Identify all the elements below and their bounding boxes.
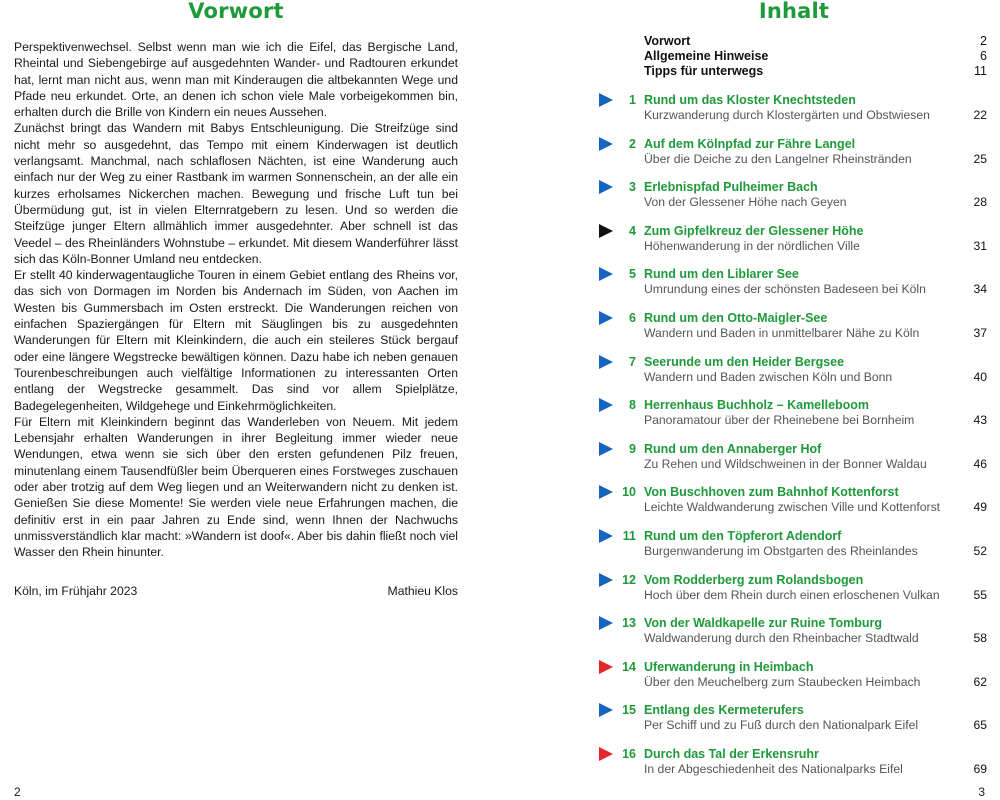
tour-title: Entlang des Kermeterufers (644, 703, 804, 718)
tour-page: 37 (973, 325, 987, 340)
triangle-marker-icon (599, 311, 613, 325)
tour-number: 15 (622, 703, 636, 718)
tour-number: 8 (629, 398, 636, 413)
tour-title: Erlebnispfad Pulheimer Bach (644, 180, 818, 195)
triangle-marker-icon (599, 398, 613, 412)
tour-title: Zum Gipfelkreuz der Glessener Höhe (644, 223, 864, 238)
triangle-marker-icon (599, 224, 613, 238)
triangle-marker-icon (599, 703, 613, 717)
tour-page: 28 (973, 195, 987, 210)
front-matter-item[interactable] (644, 64, 987, 79)
triangle-marker-icon (599, 267, 613, 281)
tour-page: 40 (973, 369, 987, 384)
tour-title: Von der Waldkapelle zur Ruine Tomburg (644, 616, 882, 631)
toc-entry[interactable] (598, 442, 987, 486)
toc-entry[interactable] (598, 137, 987, 181)
toc-entry[interactable] (598, 703, 987, 747)
tour-subtitle: Waldwanderung durch den Rheinbacher Stadtwald (644, 631, 919, 646)
toc-entry[interactable] (598, 660, 987, 704)
foreword-paragraph: Perspektivenwechsel. Selbst wenn man wie ich die Eifel, das Bergische Land, Rheintal und Siebengebirge auf ausgedehnten Wander- und Radtouren erkundet hat, lernt man nicht aus, wenn man mit Kinderaugen die altbekannten Wege und Pfade neu erkundet. Orte, an denen ich schon viele Male vorbeigekommen bin, erhalten durch die Brille von Kindern ein neues Aussehen. (14, 40, 458, 120)
tour-page: 43 (973, 413, 987, 428)
tour-title: Rund um den Liblarer See (644, 267, 799, 282)
tour-number: 11 (622, 528, 636, 543)
triangle-marker-icon (599, 442, 613, 456)
foreword-title: Vorwort (188, 0, 284, 23)
triangle-marker-icon (599, 747, 613, 761)
toc-entry[interactable] (598, 529, 987, 573)
tour-number: 4 (629, 223, 636, 238)
triangle-marker-icon (599, 137, 613, 151)
front-matter-item[interactable] (644, 49, 987, 64)
page-number-left: 2 (14, 785, 21, 799)
tour-title: Auf dem Kölnpfad zur Fähre Langel (644, 136, 856, 151)
contents-page (598, 0, 990, 800)
foreword-page (14, 0, 458, 800)
tour-page: 31 (973, 238, 987, 253)
tour-subtitle: Per Schiff und zu Fuß durch den Nationalpark Eifel (644, 718, 919, 733)
tour-number: 12 (622, 572, 636, 587)
tour-subtitle: Von der Glessener Höhe nach Geyen (644, 195, 847, 210)
triangle-marker-icon (599, 180, 613, 194)
tour-page: 55 (973, 587, 987, 602)
tour-number: 7 (629, 354, 636, 369)
triangle-marker-icon (599, 529, 613, 543)
place-date: Köln, im Frühjahr 2023 (14, 584, 138, 598)
tour-title: Herrenhaus Buchholz – Kamelleboom (644, 398, 870, 413)
signature-line (14, 584, 458, 598)
tour-subtitle: Wandern und Baden in unmittelbarer Nähe zu Köln (644, 325, 920, 340)
tour-number: 3 (629, 180, 636, 195)
front-matter-page: 11 (974, 64, 987, 78)
tour-subtitle: Kurzwanderung durch Klostergärten und Obstwiesen (644, 108, 930, 122)
tour-subtitle: Zu Rehen und Wildschweinen in der Bonner Waldau (644, 456, 927, 471)
tour-title: Von Buschhoven zum Bahnhof Kottenforst (644, 485, 899, 500)
tour-title: Seerunde um den Heider Bergsee (644, 354, 845, 369)
tour-subtitle: Über die Deiche zu den Langelner Rheinstränden (644, 151, 912, 166)
toc-entry[interactable] (598, 180, 987, 224)
foreword-paragraph: Er stellt 40 kinderwagentaugliche Touren in einem Gebiet entlang des Rheins vor, das sich von Dormagen im Norden bis Andernach im Süden, von Aachen im Westen bis Gummersbach im Osten erstreckt. Die Wanderungen reichen von einfachen Spaziergängen für Eltern mit Säuglingen bis zu ausgedehnten Wanderungen für Eltern mit Kleinkindern, die auch ein steileres Stück bergauf oder eine längere Wegstrecke bewältigen können. Dazu habe ich neben genauen Tourenbeschreibungen auch vielfältige Informationen zu interessanten Orten entlang der Wegstrecke gesammelt. Das sind vor allem Spielplätze, Badegelegenheiten, Wildgehege und Einkehrmöglichkeiten. (14, 268, 458, 413)
tour-subtitle: Wandern und Baden zwischen Köln und Bonn (644, 369, 893, 384)
tour-number: 10 (622, 485, 636, 500)
tour-list (598, 93, 987, 791)
tour-title: Vom Rodderberg zum Rolandsbogen (644, 572, 864, 587)
front-matter-title: Allgemeine Hinweise (644, 49, 769, 63)
tour-title: Durch das Tal der Erkensruhr (644, 746, 819, 761)
tour-subtitle: Burgenwanderung im Obstgarten des Rheinlandes (644, 543, 918, 558)
tour-page: 52 (973, 543, 987, 558)
triangle-marker-icon (599, 573, 613, 587)
tour-page: 49 (973, 500, 987, 515)
tour-number: 1 (629, 93, 636, 107)
tour-number: 14 (622, 659, 636, 674)
tour-number: 6 (629, 310, 636, 325)
author-name: Mathieu Klos (387, 584, 458, 598)
triangle-marker-icon (599, 355, 613, 369)
tour-number: 9 (629, 441, 636, 456)
tour-page: 69 (973, 761, 987, 776)
triangle-marker-icon (599, 93, 613, 107)
tour-title: Rund um den Töpferort Adendorf (644, 528, 842, 543)
triangle-marker-icon (599, 660, 613, 674)
front-matter-page: 6 (980, 49, 987, 63)
tour-number: 2 (629, 136, 636, 151)
foreword-body (14, 39, 458, 561)
tour-subtitle: Panoramatour über der Rheinebene bei Bornheim (644, 413, 915, 428)
tour-title: Rund um den Otto-Maigler-See (644, 310, 828, 325)
triangle-marker-icon (599, 485, 613, 499)
front-matter-page: 2 (980, 34, 987, 48)
tour-page: 34 (973, 282, 987, 297)
tour-title: Rund um das Kloster Knechtsteden (644, 93, 856, 107)
tour-number: 13 (622, 616, 636, 631)
tour-subtitle: Über den Meuchelberg zum Staubecken Heimbach (644, 674, 921, 689)
toc-entry[interactable] (598, 747, 987, 791)
tour-page: 46 (973, 456, 987, 471)
foreword-paragraph: Für Eltern mit Kleinkindern beginnt das Wanderleben von Neuem. Mit jedem Lebensjahr erhalten Wanderungen in ihrer Begleitung immer wieder neue Wendungen, etwa wenn sie sich über den ersten gefundenen Pilz freuen, minutenlang einem Tausendfüßler beim Überqueren eines Forstweges zuschauen oder aber trotzig auf dem Weg liegen und an Weiterwandern nicht zu denken ist. Genießen Sie diese Momente! Sie werden viele neue Erfahrungen machen, die definitiv erst in ein paar Jahren zu Ende sind, wenn Ihnen der Nachwuchs unmissverständlich klar macht: »Wandern ist doof«. Aber bis dahin fließt noch viel Wasser den Rhein hinunter. (14, 414, 458, 560)
tour-number: 5 (629, 267, 636, 282)
tour-page: 25 (973, 151, 987, 166)
toc-entry[interactable] (598, 267, 987, 311)
tour-subtitle: Umrundung eines der schönsten Badeseen bei Köln (644, 282, 926, 297)
toc-entry[interactable] (598, 485, 987, 529)
contents-title: Inhalt (758, 0, 830, 23)
tour-title: Uferwanderung in Heimbach (644, 659, 814, 674)
toc-entry[interactable] (598, 355, 987, 399)
tour-subtitle: Höhenwanderung in der nördlichen Ville (644, 238, 860, 253)
tour-page: 22 (973, 108, 987, 122)
toc-entry[interactable] (598, 224, 987, 268)
front-matter-title: Tipps für unterwegs (644, 64, 764, 78)
tour-subtitle: Hoch über dem Rhein durch einen erloschenen Vulkan (644, 587, 940, 602)
toc-entry[interactable] (598, 616, 987, 660)
front-matter-title: Vorwort (644, 34, 691, 48)
page-number-right: 3 (978, 785, 985, 799)
front-matter-item[interactable] (644, 34, 987, 49)
front-matter-list (644, 34, 987, 79)
tour-subtitle: In der Abgeschiedenheit des Nationalparks Eifel (644, 761, 903, 776)
triangle-marker-icon (599, 616, 613, 630)
foreword-paragraph: Zunächst bringt das Wandern mit Babys Entschleunigung. Die Streifzüge sind nicht mehr so ausgedehnt, das Tempo mit einem Kinderwagen ist deutlich verlangsamt. Manchmal, nach schlaflosen Nächten, ist eine Wanderung auch einfach nur der Weg zu einer Rastbank im warmen Sonnenschein, an der alle ein kurzes erholsames Nickerchen machen. Bewegung und frische Luft tun bei Übermüdung gut, ist in vielen Elternratgebern zu lesen. Und so werden die Steifzüge junger Eltern allmählich immer ausgedehnter. Aber schnell ist das Veedel – des Rheinländers Wohnstube – erkundet. Mit diesem Wanderführer lässt sich das Köln-Bonner Umland neu entdecken. (14, 121, 458, 266)
toc-entry[interactable] (598, 93, 987, 137)
toc-entry[interactable] (598, 573, 987, 617)
toc-entry[interactable] (598, 311, 987, 355)
tour-title: Rund um den Annaberger Hof (644, 441, 822, 456)
tour-page: 65 (973, 718, 987, 733)
toc-entry[interactable] (598, 398, 987, 442)
tour-page: 62 (973, 674, 987, 689)
tour-subtitle: Leichte Waldwanderung zwischen Ville und Kottenforst (644, 500, 941, 515)
tour-number: 16 (622, 746, 636, 761)
tour-page: 58 (973, 631, 987, 646)
